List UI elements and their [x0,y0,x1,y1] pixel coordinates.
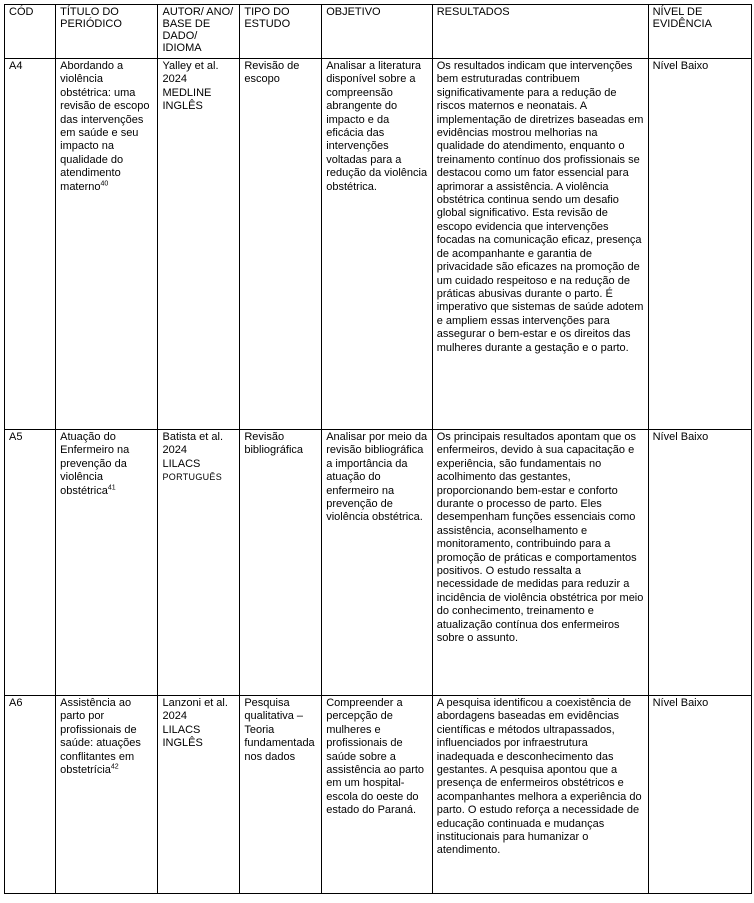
autor-cell [158,430,240,696]
nivel-cell: Nível Baixo [648,59,751,430]
nivel-cell: Nível Baixo [648,696,751,894]
resultados-cell: A pesquisa identificou a coexistência de abordagens baseadas em evidências científicas e métodos ultrapassados, influenciados por infraestrutura inadequada e desconhecimento das gestantes. A pesquisa apontou que a presença de enfermeiros obstétricos e acompanhantes melhora a experiência do parto. O estudo reforça a necessidade de educação continuada e mudanças institucionais para humanizar o atendimento. [432,696,648,894]
autor-language: PORTUGUÊS [162,472,223,483]
header-objetivo: OBJETIVO [322,5,433,59]
header-title: TÍTULO DO PERIÓDICO [56,5,158,59]
autor-database: MEDLINE [162,86,212,99]
cod-cell: A5 [5,430,56,696]
autor-name: Yalley et al. [162,60,219,72]
header-cod: CÓD [5,5,56,59]
title-cell [56,430,158,696]
title-text: Assistência ao parto por profissionais de saúde: atuações conflitantes em obstetrícia [60,697,141,777]
objetivo-cell: Analisar a literatura disponível sobre a compreensão abrangente do impacto e da eficácia das intervenções voltadas para a redução da violência obstétrica. [322,59,433,430]
objetivo-cell: Compreender a percepção de mulheres e profissionais de saúde sobre a assistência ao parto em um hospital-escola do oeste do estado do Paraná. [322,696,433,894]
table-row [5,59,752,430]
table-row [5,696,752,894]
tipo-cell: Revisão bibliográfica [240,430,322,696]
tipo-cell: Pesquisa qualitativa – Teoria fundamentada nos dados [240,696,322,894]
tipo-cell: Revisão de escopo [240,59,322,430]
header-autor: AUTOR/ ANO/ BASE DE DADO/ IDIOMA [158,5,240,59]
table-row [5,430,752,696]
resultados-cell: Os principais resultados apontam que os enfermeiros, devido à sua capacitação e experiência, são fundamentais no acolhimento das gestantes, proporcionando bem-estar e conforto durante o processo de parto. Eles desempenham funções essenciais como assistência, aconselhamento e monitoramento, contribuindo para a promoção de práticas e comportamentos positivos. O estudo ressalta a necessidade de medidas para reduzir a incidência de violência obstétrica por meio do conhecimento, treinamento e atualização contínua dos enfermeiros sobre o assunto. [432,430,648,696]
autor-database: LILACS [162,723,201,736]
autor-cell [158,59,240,430]
studies-table [4,4,752,894]
header-resultados: RESULTADOS [432,5,648,59]
reference-number: 41 [107,483,116,491]
autor-year: 2024 [162,73,187,86]
autor-year: 2024 [162,710,187,723]
reference-number: 42 [110,763,119,771]
autor-year: 2024 [162,444,187,457]
nivel-cell: Nível Baixo [648,430,751,696]
autor-name: Batista et al. [162,431,224,443]
header-nivel: NÍVEL DE EVIDÊNCIA [648,5,751,59]
cod-cell: A4 [5,59,56,430]
objetivo-cell: Analisar por meio da revisão bibliográfica a importância da atuação do enfermeiro na prevenção de violência obstétrica. [322,430,433,696]
cod-cell: A6 [5,696,56,894]
title-text: Abordando a violência obstétrica: uma revisão de escopo das intervenções em saúde e seu impacto na qualidade do atendimento materno [60,60,150,193]
title-text: Atuação do Enfermeiro na prevenção da violência obstétrica [60,431,130,497]
autor-language: INGLÊS [162,100,203,113]
title-cell [56,59,158,430]
reference-number: 40 [100,180,109,187]
title-cell [56,696,158,894]
header-tipo: TIPO DO ESTUDO [240,5,322,59]
autor-name: Lanzoni et al. [162,697,228,709]
autor-cell [158,696,240,894]
autor-database: LILACS [162,457,201,470]
header-row [5,5,752,59]
resultados-cell: Os resultados indicam que intervenções bem estruturadas contribuem significativamente para a redução de riscos maternos e neonatais. A implementação de diretrizes baseadas em evidências mostrou melhorias na qualidade do atendimento, enquanto o treinamento contínuo dos profissionais se destacou como um fator essencial para aprimorar a assistência. A violência obstétrica continua sendo um desafio global significativo. Esta revisão de escopo evidencia que intervenções focadas na comunicação eficaz, presença de acompanhante e garantia de privacidade são eficazes na promoção de um cuidado respeitoso e na redução de práticas abusivas durante o parto. É imperativo que sistemas de saúde adotem e ampliem essas intervenções para assegurar o bem-estar e os direitos das mulheres durante a gestação e o parto. [432,59,648,430]
autor-language: INGLÊS [162,737,203,750]
